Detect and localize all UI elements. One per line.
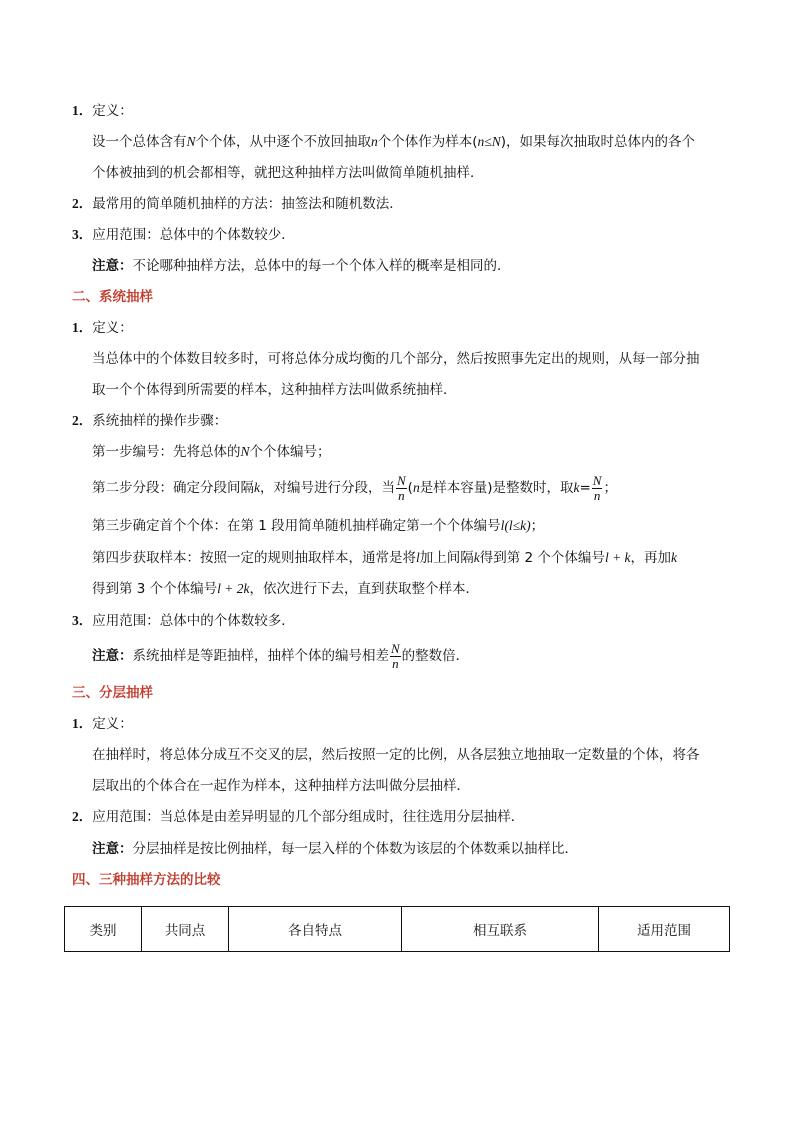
s2-step2 bbox=[92, 470, 617, 506]
denominator: n bbox=[392, 655, 399, 671]
text: 第三步确定首个个体：在第 1 段用简单随机抽样确定第一个个体编号 bbox=[92, 518, 501, 534]
table-header-cell: 共同点 bbox=[142, 907, 229, 952]
condition: (l≤k) bbox=[504, 518, 531, 533]
text: ； bbox=[603, 480, 617, 496]
denominator: n bbox=[593, 487, 601, 503]
note-text: 系统抽样是等距抽样，抽样个体的编号相差 bbox=[132, 648, 389, 664]
s2-note bbox=[92, 638, 469, 674]
text: ； bbox=[530, 518, 545, 534]
text: ，依次进行下去，直到获取整个样本． bbox=[249, 581, 480, 597]
item-number: 1． bbox=[72, 320, 93, 335]
condition: n≤N bbox=[477, 134, 501, 149]
var-N: N bbox=[186, 134, 196, 149]
item-number: 2． bbox=[72, 196, 93, 211]
item-number: 1． bbox=[72, 103, 93, 118]
fraction-N-over-n bbox=[592, 474, 603, 503]
item-number: 3． bbox=[72, 227, 93, 242]
denominator: n bbox=[398, 487, 405, 503]
var-N: N bbox=[240, 444, 250, 459]
item-number: 1． bbox=[72, 716, 93, 731]
table-header-cell: 相互联系 bbox=[402, 907, 599, 952]
text: 设一个总体含有 bbox=[92, 134, 187, 150]
s1-item2 bbox=[72, 195, 403, 213]
note-label: 注意： bbox=[92, 648, 133, 664]
text: 得到第 3 个个体编号 bbox=[92, 581, 218, 597]
table-header-cell: 各自特点 bbox=[229, 907, 402, 952]
var-n: n bbox=[371, 134, 378, 149]
text: 个个体作为样本( bbox=[377, 134, 478, 150]
s1-def-line1 bbox=[92, 133, 695, 151]
fraction-N-over-n bbox=[396, 474, 407, 503]
note-text: 的整数倍． bbox=[401, 648, 470, 664]
text: 第四步获取样本：按照一定的规则抽取样本，通常是将 bbox=[92, 550, 416, 566]
text: 应用范围：总体中的个体数较多． bbox=[92, 613, 295, 629]
s3-item2 bbox=[72, 808, 524, 826]
var-l: l bbox=[416, 550, 420, 565]
expression: l + k bbox=[604, 550, 631, 565]
expression: l + 2k bbox=[217, 581, 250, 596]
text: 系统抽样的操作步骤： bbox=[92, 413, 228, 429]
s1-note bbox=[92, 257, 511, 275]
var-k: k bbox=[473, 550, 480, 565]
var-k: k bbox=[671, 550, 678, 565]
numerator: N bbox=[391, 640, 400, 656]
table-header-row bbox=[65, 907, 730, 952]
var-n: n bbox=[412, 480, 420, 495]
text: 个个体，从中逐个不放回抽取 bbox=[195, 134, 372, 150]
s2-step4 bbox=[92, 549, 677, 567]
text: 加上间隔 bbox=[419, 550, 474, 566]
note-text: 分层抽样是按比例抽样，每一层入样的个体数为该层的个体数乘以抽样比． bbox=[132, 841, 578, 857]
note-text: 不论哪种抽样方法，总体中的每一个个体入样的概率是相同的． bbox=[132, 258, 511, 274]
text: 第二步分段：确定分段间隔 bbox=[92, 480, 254, 496]
item-label: 定义： bbox=[92, 320, 133, 336]
s3-def-line2: 层取出的个体合在一起作为样本，这种抽样方法叫做分层抽样． bbox=[92, 778, 470, 794]
s2-def-line2: 取一个个体得到所需要的样本，这种抽样方法叫做系统抽样． bbox=[92, 382, 457, 398]
item-number: 3． bbox=[72, 613, 93, 628]
text: 是样本容量)是整数时，取 bbox=[419, 480, 574, 496]
s1-item1 bbox=[72, 102, 133, 120]
text: 最常用的简单随机抽样的方法：抽签法和随机数法． bbox=[92, 196, 403, 212]
fraction-N-over-n bbox=[390, 642, 401, 671]
item-number: 2． bbox=[72, 809, 93, 824]
s2-item3 bbox=[72, 612, 295, 630]
item-label: 定义： bbox=[92, 103, 133, 119]
text: 应用范围：当总体是由差异明显的几个部分组成时，往往选用分层抽样． bbox=[92, 809, 525, 825]
s3-note bbox=[92, 840, 578, 858]
text: )，如果每次抽取时总体内的各个 bbox=[500, 134, 695, 150]
text: ，再加 bbox=[630, 550, 672, 566]
s3-def-line1: 在抽样时，将总体分成互不交叉的层，然后按照一定的比例，从各层独立地抽取一定数量的个体，将各 bbox=[92, 747, 700, 763]
numerator: N bbox=[592, 472, 602, 488]
text: ( bbox=[407, 480, 413, 496]
text: 第一步编号：先将总体的 bbox=[92, 444, 241, 460]
var-l: l bbox=[500, 518, 505, 533]
note-label: 注意： bbox=[92, 258, 133, 274]
text: ，对编号进行分段，当 bbox=[260, 480, 395, 496]
s2-item1 bbox=[72, 319, 133, 337]
section-heading-systematic: 二、系统抽样 bbox=[72, 289, 153, 305]
item-number: 2． bbox=[72, 413, 93, 428]
s2-item2 bbox=[72, 412, 227, 430]
numerator: N bbox=[397, 472, 406, 488]
var-k: k bbox=[573, 480, 580, 495]
s2-def-line1: 当总体中的个体数目较多时，可将总体分成均衡的几个部分，然后按照事先定出的规则，从每一部分抽 bbox=[92, 351, 700, 367]
text: 个个体编号； bbox=[249, 444, 331, 460]
text: 得到第 2 个个体编号 bbox=[479, 550, 605, 566]
section-heading-stratified: 三、分层抽样 bbox=[72, 685, 153, 701]
note-label: 注意： bbox=[92, 841, 133, 857]
s2-step4-cont bbox=[92, 580, 479, 598]
equals: = bbox=[579, 480, 591, 496]
var-k: k bbox=[254, 480, 260, 495]
text: 应用范围：总体中的个体数较少． bbox=[92, 227, 295, 243]
section-heading-comparison: 四、三种抽样方法的比较 bbox=[72, 872, 221, 888]
s3-item1 bbox=[72, 715, 133, 733]
table-header-cell: 类别 bbox=[65, 907, 142, 952]
s1-item3 bbox=[72, 226, 295, 244]
s2-step1 bbox=[92, 443, 331, 461]
comparison-table bbox=[64, 906, 730, 952]
item-label: 定义： bbox=[92, 716, 133, 732]
s1-def-line2: 个体被抽到的机会都相等，就把这种抽样方法叫做简单随机抽样． bbox=[92, 165, 484, 181]
s2-step3 bbox=[92, 517, 544, 535]
table-header-cell: 适用范围 bbox=[599, 907, 730, 952]
